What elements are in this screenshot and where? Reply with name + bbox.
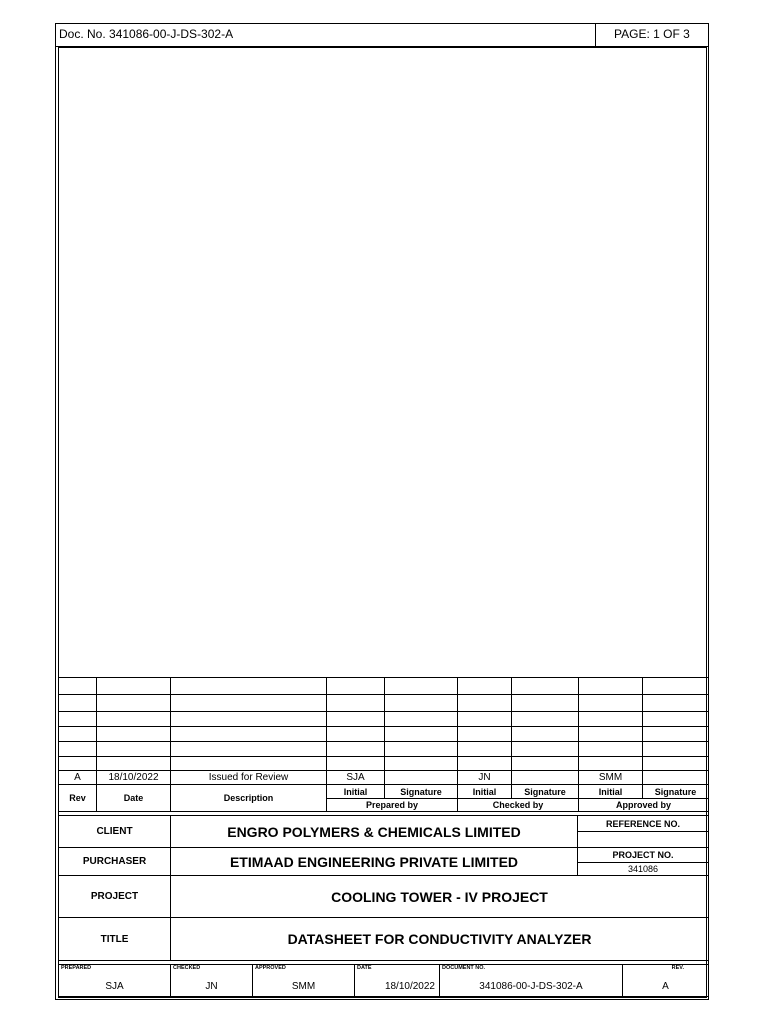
rev-value: A — [623, 977, 709, 997]
checked-label: CHECKED — [171, 965, 253, 977]
rev-label: REV. — [623, 965, 709, 977]
page-indicator: PAGE: 1 OF 3 — [614, 27, 690, 41]
checked-by-header: Checked by — [458, 799, 579, 812]
initial-header: Initial — [579, 785, 643, 799]
revision-table — [58, 677, 709, 812]
revision-row-empty — [59, 695, 709, 712]
prepared-initial-cell: SJA — [327, 771, 385, 785]
purchaser-label: PURCHASER — [59, 848, 171, 876]
document-no-label: DOCUMENT NO. — [440, 965, 623, 977]
signature-header: Signature — [385, 785, 458, 799]
approved-by-header: Approved by — [579, 799, 709, 812]
project-name: COOLING TOWER - IV PROJECT — [171, 876, 709, 918]
revision-header-row — [59, 785, 709, 799]
header-page-divider — [595, 23, 596, 46]
project-label: PROJECT — [59, 876, 171, 918]
date-label: DATE — [355, 965, 440, 977]
rev-header: Rev — [59, 785, 97, 812]
date-value: 18/10/2022 — [355, 977, 440, 997]
initial-header: Initial — [458, 785, 512, 799]
date-cell: 18/10/2022 — [97, 771, 171, 785]
approved-initial-cell: SMM — [579, 771, 643, 785]
project-no-value: 341086 — [578, 863, 709, 876]
reference-label: REFERENCE NO. — [578, 816, 709, 832]
revision-row — [59, 771, 709, 785]
purchaser-name: ETIMAAD ENGINEERING PRIVATE LIMITED — [171, 848, 578, 876]
prepared-value: SJA — [59, 977, 171, 997]
client-name: ENGRO POLYMERS & CHEMICALS LIMITED — [171, 816, 578, 848]
checked-value: JN — [171, 977, 253, 997]
document-no-value: 341086-00-J-DS-302-A — [440, 977, 623, 997]
checked-initial-cell: JN — [458, 771, 512, 785]
client-label: CLIENT — [59, 816, 171, 848]
footer-table — [58, 964, 709, 997]
approved-label: APPROVED — [253, 965, 355, 977]
signature-header: Signature — [643, 785, 709, 799]
revision-row-empty — [59, 757, 709, 771]
initial-header: Initial — [327, 785, 385, 799]
date-header: Date — [97, 785, 171, 812]
prepared-label: PREPARED — [59, 965, 171, 977]
revision-row-empty — [59, 712, 709, 727]
doc-number: Doc. No. 341086-00-J-DS-302-A — [59, 27, 234, 41]
signature-header: Signature — [512, 785, 579, 799]
title-label: TITLE — [59, 918, 171, 961]
description-header: Description — [171, 785, 327, 812]
document-title: DATASHEET FOR CONDUCTIVITY ANALYZER — [171, 918, 709, 961]
description-cell: Issued for Review — [171, 771, 327, 785]
revision-row-empty — [59, 678, 709, 695]
reference-value — [578, 832, 709, 848]
prepared-by-header: Prepared by — [327, 799, 458, 812]
rev-cell: A — [59, 771, 97, 785]
revision-row-empty — [59, 742, 709, 757]
approved-value: SMM — [253, 977, 355, 997]
title-block-table — [58, 815, 709, 961]
project-no-label: PROJECT NO. — [578, 848, 709, 863]
revision-row-empty — [59, 727, 709, 742]
